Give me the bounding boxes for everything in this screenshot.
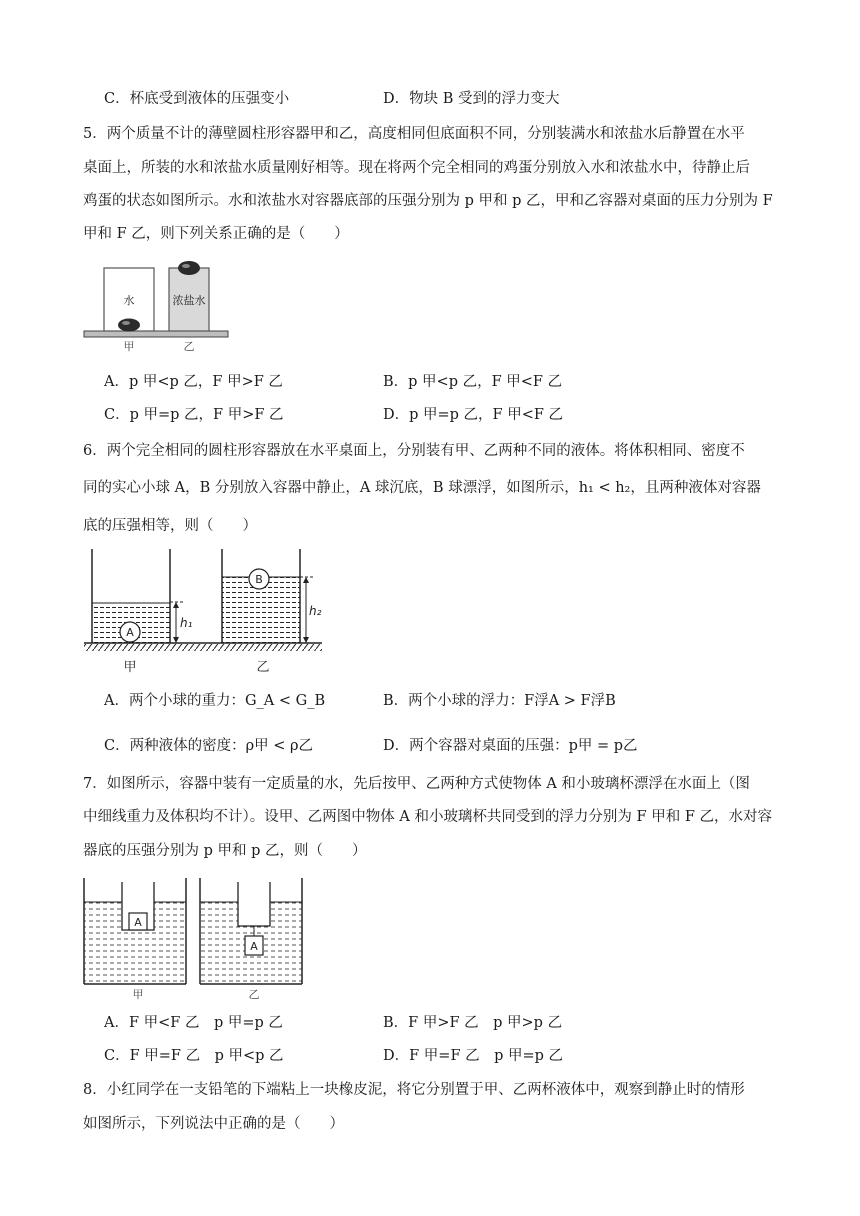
- q7-label-yi: 乙: [248, 988, 260, 1001]
- q7-figure: [82, 876, 308, 1002]
- q6-option-d: D．两个容器对桌面的压强：p甲 = p乙: [383, 738, 638, 754]
- q6-figure: [82, 545, 327, 677]
- q4-option-d: D．物块 B 受到的浮力变大: [383, 91, 560, 107]
- q7-block-a-right: A: [250, 940, 258, 953]
- q6-h2-label: h₂: [309, 604, 322, 618]
- q6-h1-label: h₁: [180, 616, 193, 630]
- q6-option-c: C．两种液体的密度：ρ甲 < ρ乙: [104, 738, 314, 754]
- q7-line-2: 中细线重力及体积均不计）。设甲、乙两图中物体 A 和小玻璃杯共同受到的浮力分别为 F 甲和 F 乙，水对容: [83, 809, 772, 825]
- q6-option-b: B．两个小球的浮力：F浮A > F浮B: [383, 693, 616, 709]
- q5-brine-label: 浓盐水: [172, 294, 206, 307]
- q5-water-label: 水: [123, 294, 135, 307]
- q7-label-jia: 甲: [132, 988, 144, 1001]
- q6-line-3: 底的压强相等，则（ ）: [83, 518, 257, 534]
- q7-line-3: 器底的压强分别为 p 甲和 p 乙，则（ ）: [83, 843, 367, 859]
- q5-option-b: B．p 甲<p 乙，F 甲<F 乙: [383, 374, 563, 390]
- q5-line-3: 鸡蛋的状态如图所示。水和浓盐水对容器底部的压强分别为 p 甲和 p 乙，甲和乙容器对桌面的压力分别为 F: [83, 193, 773, 209]
- q7-block-a-left: A: [134, 916, 142, 929]
- q7-option-a: A．F 甲<F 乙 p 甲=p 乙: [104, 1015, 283, 1031]
- q6-ball-a: A: [126, 626, 134, 639]
- q5-label-jia: 甲: [123, 340, 135, 353]
- q5-label-yi: 乙: [183, 340, 195, 353]
- q6-label-yi: 乙: [256, 660, 270, 675]
- q6-ball-b: B: [255, 573, 263, 586]
- q8-line-2: 如图所示，下列说法中正确的是（ ）: [83, 1116, 344, 1132]
- q6-option-a: A．两个小球的重力：G_A < G_B: [104, 693, 326, 709]
- q5-line-1: 5．两个质量不计的薄壁圆柱形容器甲和乙，高度相同但底面积不同，分别装满水和浓盐水后静置在水平: [83, 126, 745, 142]
- q5-figure: [82, 258, 232, 354]
- q7-option-d: D．F 甲=F 乙 p 甲=p 乙: [383, 1048, 564, 1064]
- q5-option-d: D．p 甲=p 乙，F 甲<F 乙: [383, 407, 564, 423]
- q7-option-b: B．F 甲>F 乙 p 甲>p 乙: [383, 1015, 563, 1031]
- q6-label-jia: 甲: [123, 660, 137, 675]
- q6-line-2: 同的实心小球 A，B 分别放入容器中静止，A 球沉底，B 球漂浮，如图所示，h₁ < h₂，且两种液体对容器: [83, 480, 761, 496]
- q7-line-1: 7．如图所示，容器中装有一定质量的水，先后按甲、乙两种方式使物体 A 和小玻璃杯漂浮在水面上（图: [83, 776, 750, 792]
- q5-line-4: 甲和 F 乙，则下列关系正确的是（ ）: [83, 226, 349, 242]
- q5-line-2: 桌面上，所装的水和浓盐水质量刚好相等。现在将两个完全相同的鸡蛋分别放入水和浓盐水中，待静止后: [83, 160, 750, 176]
- q7-option-c: C．F 甲=F 乙 p 甲<p 乙: [104, 1048, 284, 1064]
- q5-option-c: C．p 甲=p 乙，F 甲>F 乙: [104, 407, 284, 423]
- q6-line-1: 6．两个完全相同的圆柱形容器放在水平桌面上，分别装有甲、乙两种不同的液体。将体积相同、密度不: [83, 443, 745, 459]
- q4-option-c: C．杯底受到液体的压强变小: [104, 91, 290, 107]
- q8-line-1: 8．小红同学在一支铅笔的下端粘上一块橡皮泥，将它分别置于甲、乙两杯液体中，观察到静止时的情形: [83, 1082, 745, 1098]
- q5-option-a: A．p 甲<p 乙，F 甲>F 乙: [104, 374, 283, 390]
